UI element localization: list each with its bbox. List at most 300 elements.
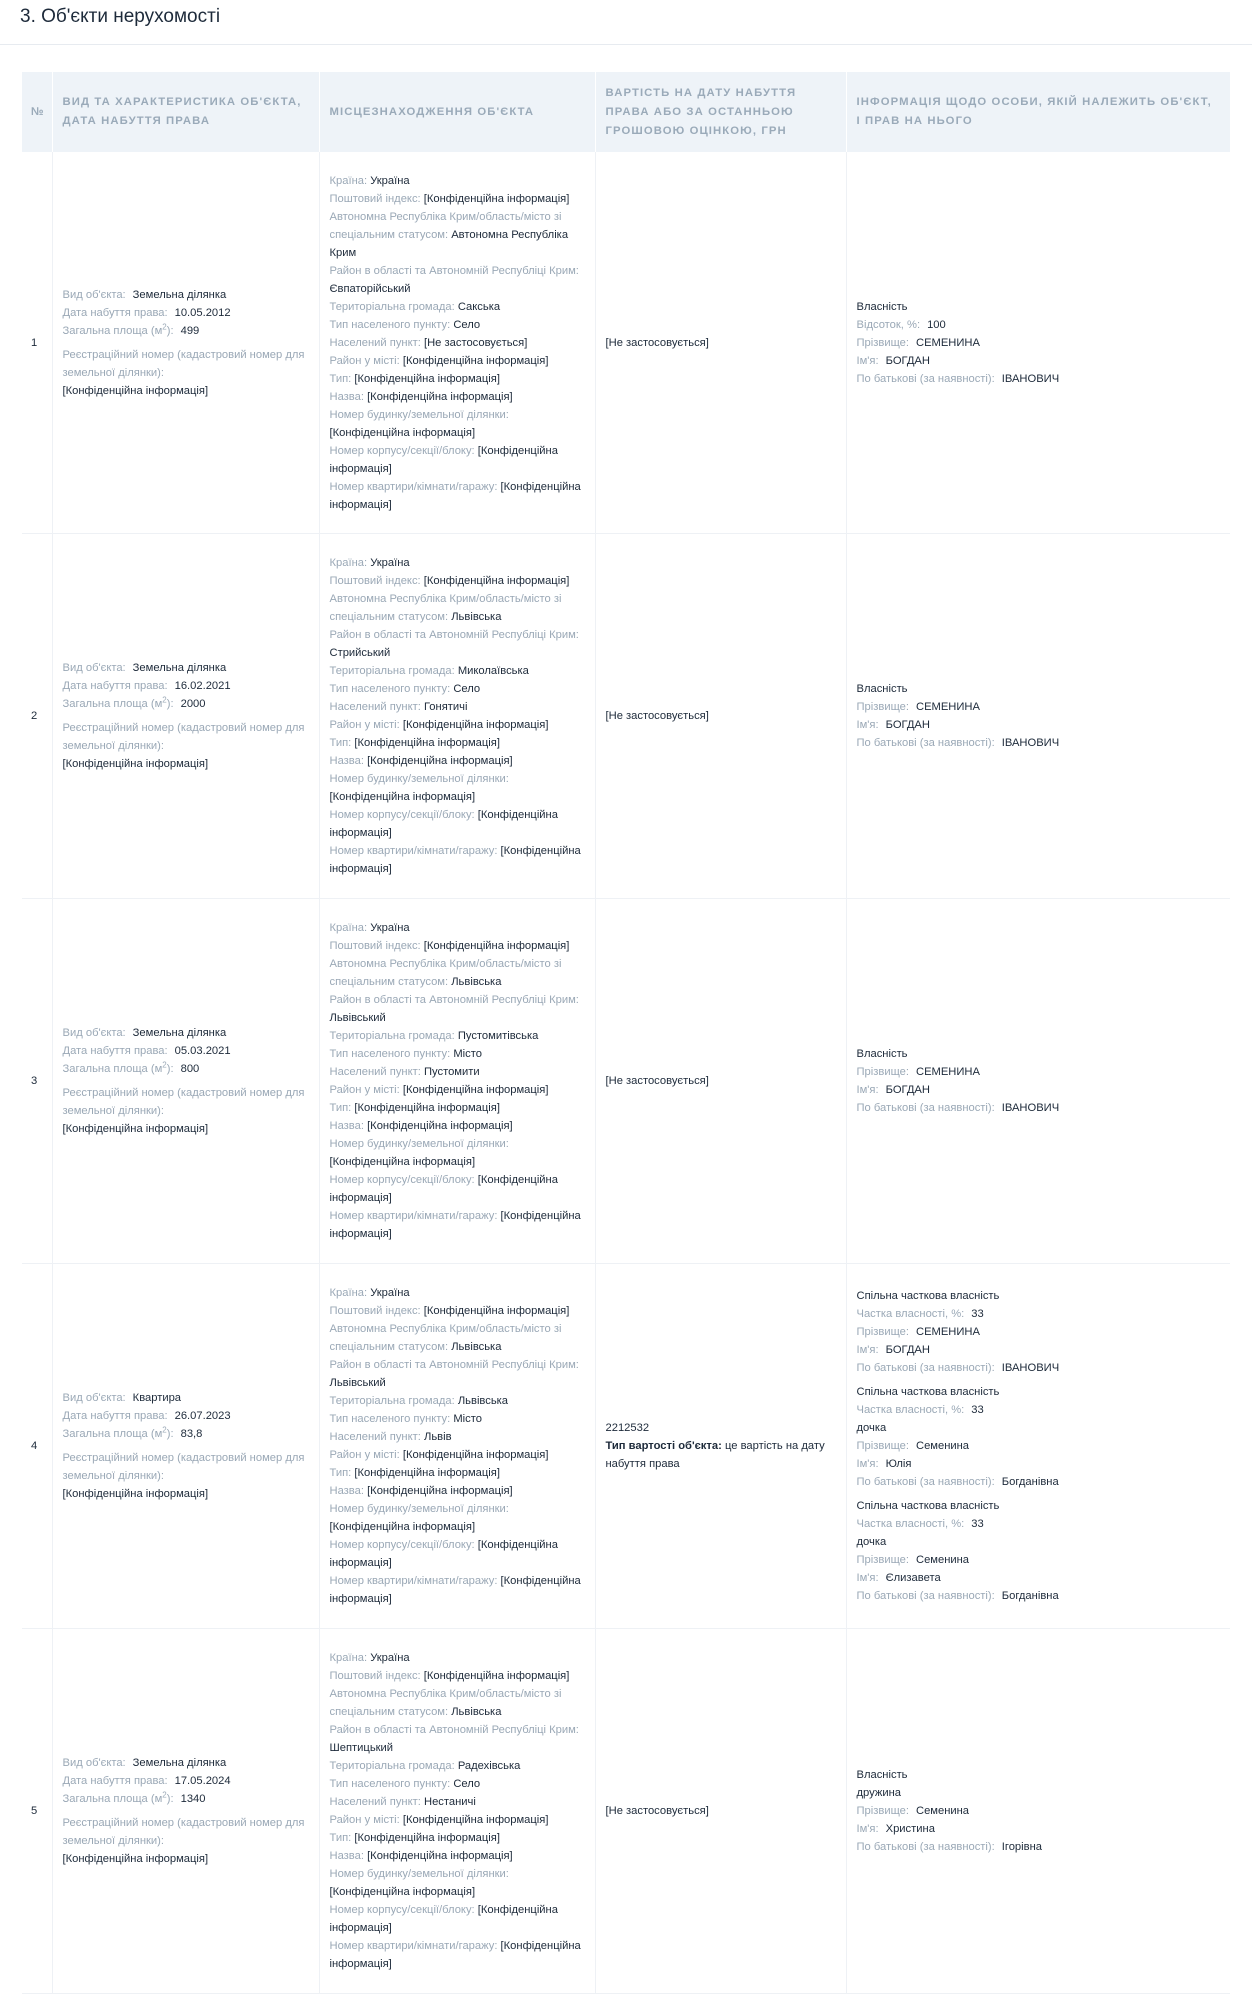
owner-surname-label: Прізвище: <box>856 1440 909 1452</box>
owner-patronymic-label: По батькові (за наявності): <box>856 1476 995 1488</box>
total-area-value: 83,8 <box>180 1428 203 1440</box>
location-postcode-value: [Конфіденційна інформація] <box>423 1670 570 1682</box>
location-house <box>330 773 509 803</box>
location-street-type-label: Тип: <box>329 1467 352 1479</box>
owner-name-value: Юлія <box>885 1458 912 1470</box>
location-settlement-label: Населений пункт: <box>329 1066 421 1078</box>
ownership-right: Спільна часткова власність <box>856 1386 1000 1398</box>
location-city-district <box>330 355 549 367</box>
location-house-value: [Конфіденційна інформація] <box>329 1886 476 1898</box>
row-number-value: 1 <box>31 336 38 349</box>
location-district-value: Львівський <box>329 1012 386 1024</box>
location-house <box>330 1503 509 1533</box>
location-district-label: Район в області та Автономній Республіці Крим: <box>329 994 579 1006</box>
location-community <box>330 301 501 313</box>
owner-patronymic-value: ІВАНОВИЧ <box>1001 1362 1060 1374</box>
ownership-share-label: Частка власності, %: <box>856 1308 965 1320</box>
registration-number <box>63 1814 309 1868</box>
location-autonomy <box>330 958 562 988</box>
location-street-name <box>330 1120 513 1132</box>
total-area-value: 1340 <box>180 1793 206 1805</box>
location-settlement-type-value: Місто <box>453 1413 482 1425</box>
location-postcode <box>330 575 570 587</box>
location-settlement-type-value: Село <box>453 1778 481 1790</box>
location-house-label: Номер будинку/земельної ділянки: <box>329 773 509 785</box>
ownership-share-value: 33 <box>971 1518 984 1530</box>
acquisition-date-value: 16.02.2021 <box>174 680 231 692</box>
owner-block <box>857 1766 1221 1856</box>
area-unit-sup: 2 <box>162 321 167 331</box>
owner-block <box>857 1287 1221 1377</box>
location-district-value: Стрийський <box>329 647 391 659</box>
location-street-type-value: [Конфіденційна інформація] <box>354 1102 500 1114</box>
registration-number-label: Реєстраційний номер (кадастровий номер для земельної ділянки): <box>62 1452 305 1482</box>
location-postcode <box>330 1670 570 1682</box>
acquisition-date-value: 10.05.2012 <box>174 306 231 319</box>
object-type-value: Земельна ділянка <box>132 662 227 674</box>
location-city-district-label: Район у місті: <box>329 1449 400 1461</box>
owner-surname-value: Семенина <box>915 1805 970 1817</box>
owner-name-value: БОГДАН <box>885 354 930 367</box>
col-header-number: № <box>22 72 52 152</box>
registration-number-value: [Конфіденційна інформація] <box>62 758 209 770</box>
acquisition-date-label: Дата набуття права: <box>62 1045 168 1057</box>
location-postcode-value: [Конфіденційна інформація] <box>423 940 570 952</box>
location-street-name-label: Назва: <box>329 1850 364 1862</box>
row-number <box>22 534 52 899</box>
location-apartment <box>330 845 581 875</box>
location-autonomy-value: Автономна Республіка Крим <box>329 228 569 259</box>
location-apartment-label: Номер квартири/кімнати/гаражу: <box>329 1940 498 1952</box>
ownership-share <box>857 1515 1221 1533</box>
location-community-label: Територіальна громада: <box>329 300 455 313</box>
ownership-right: Власність <box>856 1048 908 1060</box>
location-district-label: Район в області та Автономній Республіці Крим: <box>329 1359 579 1371</box>
registration-number <box>63 719 309 773</box>
location-apartment-value: [Конфіденційна інформація] <box>329 1575 581 1605</box>
owner-name <box>857 1341 1221 1359</box>
location-country <box>330 922 410 934</box>
location-settlement-type-label: Тип населеного пункту: <box>329 1778 451 1790</box>
location-postcode-label: Поштовий індекс: <box>329 575 421 587</box>
location-street-type-label: Тип: <box>329 372 352 385</box>
object-cell <box>52 1629 319 1994</box>
location-city-district-value: [Конфіденційна інформація] <box>402 354 549 367</box>
location-settlement-type-label: Тип населеного пункту: <box>329 318 451 331</box>
location-country-label: Країна: <box>329 1287 368 1299</box>
owner-surname-value: СЕМЕНИНА <box>915 1326 980 1338</box>
value-cell <box>595 899 846 1264</box>
location-house-label: Номер будинку/земельної ділянки: <box>329 1503 509 1515</box>
location-settlement-type <box>330 1778 481 1790</box>
owner-block <box>857 680 1221 752</box>
acquisition-date <box>63 677 309 695</box>
area-unit-sup: 2 <box>162 1060 167 1070</box>
location-apartment-label: Номер квартири/кімнати/гаражу: <box>329 845 498 857</box>
location-street-type <box>330 737 500 749</box>
location-settlement-type-label: Тип населеного пункту: <box>329 1048 451 1060</box>
location-settlement-label: Населений пункт: <box>329 336 421 349</box>
owner-relation: дочка <box>856 1422 887 1434</box>
location-building-value: [Конфіденційна інформація] <box>329 1539 558 1569</box>
owner-surname <box>857 1063 1221 1081</box>
row-number <box>22 152 52 534</box>
owner-cell <box>846 899 1230 1264</box>
object-type-label: Вид об'єкта: <box>62 1757 126 1769</box>
owner-cell <box>846 1629 1230 1994</box>
owner-surname <box>857 1551 1221 1569</box>
col-header-owner: ІНФОРМАЦІЯ ЩОДО ОСОБИ, ЯКІЙ НАЛЕЖИТЬ ОБ'ЄКТ, І ПРАВ НА НЬОГО <box>846 72 1230 152</box>
table-row <box>22 1264 1230 1629</box>
total-area-label-end: ): <box>166 1793 174 1805</box>
location-street-type-value: [Конфіденційна інформація] <box>354 1832 500 1844</box>
location-settlement-value: Львів <box>423 1431 452 1443</box>
ownership-right: Власність <box>856 1769 908 1781</box>
value-cell <box>595 152 846 534</box>
location-street-name-label: Назва: <box>329 1120 364 1132</box>
value-type <box>606 1437 836 1473</box>
location-city-district-label: Район у місті: <box>329 354 400 367</box>
owner-name-value: БОГДАН <box>885 1344 930 1356</box>
owner-surname-value: СЕМЕНИНА <box>915 1066 980 1078</box>
location-community-label: Територіальна громада: <box>329 1030 455 1042</box>
total-area <box>63 695 309 713</box>
location-autonomy <box>330 593 562 623</box>
location-city-district <box>330 1084 549 1096</box>
location-community <box>330 1760 521 1772</box>
location-house-value: [Конфіденційна інформація] <box>329 791 476 803</box>
row-number-value: 2 <box>31 710 38 722</box>
location-district-label: Район в області та Автономній Республіці Крим: <box>329 629 579 641</box>
registration-number-label: Реєстраційний номер (кадастровий номер для земельної ділянки): <box>62 722 305 752</box>
location-building-label: Номер корпусу/секції/блоку: <box>329 444 475 457</box>
owner-name-value: БОГДАН <box>885 1084 930 1096</box>
location-city-district-label: Район у місті: <box>329 1084 400 1096</box>
location-street-type-value: [Конфіденційна інформація] <box>354 737 500 749</box>
value-type-value: це вартість на дату набуття права <box>605 1440 825 1470</box>
location-autonomy <box>330 1323 562 1353</box>
table-header-row <box>22 72 1230 152</box>
owner-surname <box>857 698 1221 716</box>
owner-surname-value: Семенина <box>915 1440 970 1452</box>
location-country-label: Країна: <box>329 922 368 934</box>
location-settlement-type-value: Місто <box>453 1048 482 1060</box>
value-amount-value: 2212532 <box>605 1422 650 1434</box>
ownership-right: Спільна часткова власність <box>856 1500 1000 1512</box>
total-area-label: Загальна площа (м <box>62 1063 163 1075</box>
owner-patronymic-label: По батькові (за наявності): <box>856 1362 995 1374</box>
location-house <box>330 1868 509 1898</box>
location-district <box>330 1724 579 1754</box>
location-cell <box>319 534 595 899</box>
location-community-value: Пустомитівська <box>457 1030 539 1042</box>
location-autonomy-value: Львівська <box>451 976 502 988</box>
location-community-value: Львівська <box>457 1395 509 1407</box>
location-district-value: Шептицький <box>329 1742 394 1754</box>
location-street-type-label: Тип: <box>329 1102 352 1114</box>
object-type-label: Вид об'єкта: <box>62 662 126 674</box>
location-country-value: Україна <box>370 922 410 934</box>
owner-name-value: БОГДАН <box>885 719 930 731</box>
owner-surname-value: Семенина <box>915 1554 970 1566</box>
owner-patronymic <box>857 1838 1221 1856</box>
owner-patronymic-value: Богданівна <box>1001 1590 1059 1602</box>
owner-block <box>857 298 1221 388</box>
location-house-value: [Конфіденційна інформація] <box>329 1521 476 1533</box>
location-community <box>330 665 529 677</box>
total-area-label-end: ): <box>166 698 174 710</box>
acquisition-date <box>63 1407 309 1425</box>
owner-surname <box>857 1323 1221 1341</box>
object-type-value: Квартира <box>132 1392 182 1404</box>
location-street-name-label: Назва: <box>329 1485 364 1497</box>
location-building-value: [Конфіденційна інформація] <box>329 1904 558 1934</box>
owner-surname-label: Прізвище: <box>856 1066 909 1078</box>
location-settlement-type-value: Село <box>453 318 481 331</box>
location-country <box>330 1287 410 1299</box>
total-area-label: Загальна площа (м <box>62 1793 163 1805</box>
registration-number-value: [Конфіденційна інформація] <box>62 1853 209 1865</box>
location-community-label: Територіальна громада: <box>329 1760 455 1772</box>
object-type-value: Земельна ділянка <box>132 1027 227 1039</box>
location-apartment-value: [Конфіденційна інформація] <box>329 1940 581 1970</box>
location-settlement-type <box>330 683 481 695</box>
location-country-label: Країна: <box>329 174 368 187</box>
owner-surname-label: Прізвище: <box>856 1805 909 1817</box>
location-postcode <box>330 193 570 205</box>
location-settlement <box>330 337 528 349</box>
owner-patronymic-label: По батькові (за наявності): <box>856 1841 995 1853</box>
location-city-district-value: [Конфіденційна інформація] <box>402 1084 549 1096</box>
location-street-type-value: [Конфіденційна інформація] <box>354 372 500 385</box>
total-area-value: 2000 <box>180 698 206 710</box>
location-cell <box>319 899 595 1264</box>
location-settlement-value: [Не застосовується] <box>423 336 528 349</box>
location-apartment <box>330 481 581 511</box>
location-settlement-type-value: Село <box>453 683 481 695</box>
location-district-value: Львівський <box>329 1377 386 1389</box>
value-cell <box>595 1629 846 1994</box>
owner-block <box>857 1497 1221 1605</box>
col-header-location: МІСЦЕЗНАХОДЖЕННЯ ОБ'ЄКТА <box>319 72 595 152</box>
owner-name-label: Ім'я: <box>856 719 879 731</box>
location-district <box>330 629 579 659</box>
location-community-label: Територіальна громада: <box>329 1395 455 1407</box>
location-details <box>330 919 585 1243</box>
location-postcode <box>330 940 570 952</box>
owner-name <box>857 716 1221 734</box>
ownership-share-value: 33 <box>971 1308 984 1320</box>
row-number <box>22 1629 52 1994</box>
location-street-name <box>330 755 513 767</box>
location-country-value: Україна <box>370 1652 410 1664</box>
owner-patronymic-value: ІВАНОВИЧ <box>1001 737 1060 749</box>
owner-patronymic <box>857 1359 1221 1377</box>
location-autonomy-value: Львівська <box>451 1341 502 1353</box>
location-street-type-value: [Конфіденційна інформація] <box>354 1467 500 1479</box>
location-community <box>330 1395 509 1407</box>
table-row <box>22 152 1230 534</box>
area-unit-sup: 2 <box>162 1790 167 1800</box>
location-postcode-label: Поштовий індекс: <box>329 940 421 952</box>
ownership-right: Власність <box>856 683 908 695</box>
location-building <box>330 1539 558 1569</box>
location-street-name-value: [Конфіденційна інформація] <box>367 1120 513 1132</box>
owner-patronymic <box>857 1099 1221 1117</box>
owner-patronymic <box>857 734 1221 752</box>
location-cell <box>319 1264 595 1629</box>
location-city-district-label: Район у місті: <box>329 1814 400 1826</box>
location-details <box>330 554 585 878</box>
location-building-value: [Конфіденційна інформація] <box>329 809 558 839</box>
acquisition-date-value: 26.07.2023 <box>174 1410 231 1422</box>
location-settlement <box>330 1796 476 1808</box>
location-cell <box>319 152 595 534</box>
location-settlement-value: Гонятичі <box>423 701 468 713</box>
location-street-name-value: [Конфіденційна інформація] <box>367 1850 513 1862</box>
owner-surname-label: Прізвище: <box>856 1326 909 1338</box>
location-country-value: Україна <box>370 557 410 569</box>
location-city-district <box>330 1814 549 1826</box>
location-country-value: Україна <box>370 174 410 187</box>
table-row <box>22 1629 1230 1994</box>
owner-patronymic-value: ІВАНОВИЧ <box>1001 1102 1060 1114</box>
owner-relation: дружина <box>856 1787 901 1799</box>
location-postcode-value: [Конфіденційна інформація] <box>423 1305 570 1317</box>
total-area-label: Загальна площа (м <box>62 1428 163 1440</box>
owner-surname <box>857 1802 1221 1820</box>
registration-number <box>63 1084 309 1138</box>
registration-number <box>63 1449 309 1503</box>
object-type-label: Вид об'єкта: <box>62 288 126 301</box>
acquisition-date-value: 05.03.2021 <box>174 1045 231 1057</box>
location-apartment-label: Номер квартири/кімнати/гаражу: <box>329 1210 498 1222</box>
owner-name-label: Ім'я: <box>856 1458 879 1470</box>
owner-block <box>857 1383 1221 1491</box>
owner-surname <box>857 1437 1221 1455</box>
location-settlement-type <box>330 1048 482 1060</box>
location-community <box>330 1030 539 1042</box>
owner-name-label: Ім'я: <box>856 1344 879 1356</box>
location-district-label: Район в області та Автономній Республіці Крим: <box>329 264 579 277</box>
owner-patronymic-label: По батькові (за наявності): <box>856 1590 995 1602</box>
owner-cell <box>846 534 1230 899</box>
location-postcode-label: Поштовий індекс: <box>329 1305 421 1317</box>
location-building <box>330 1174 558 1204</box>
owner-cell <box>846 1264 1230 1629</box>
location-district-label: Район в області та Автономній Республіці Крим: <box>329 1724 579 1736</box>
location-street-name-value: [Конфіденційна інформація] <box>367 1485 513 1497</box>
owner-patronymic <box>857 1473 1221 1491</box>
value-not-applicable: [Не застосовується] <box>605 710 709 722</box>
object-type <box>63 1754 309 1772</box>
object-cell <box>52 534 319 899</box>
registration-number-value: [Конфіденційна інформація] <box>62 1123 209 1135</box>
location-settlement-type-label: Тип населеного пункту: <box>329 683 451 695</box>
location-settlement <box>330 701 468 713</box>
location-country <box>330 557 410 569</box>
location-details <box>330 172 585 514</box>
location-street-type <box>330 373 500 385</box>
location-building-label: Номер корпусу/секції/блоку: <box>329 1904 475 1916</box>
acquisition-date-value: 17.05.2024 <box>174 1775 231 1787</box>
object-cell <box>52 899 319 1264</box>
location-house <box>330 1138 509 1168</box>
value-cell <box>595 534 846 899</box>
location-apartment-value: [Конфіденційна інформація] <box>329 845 581 875</box>
acquisition-date <box>63 1772 309 1790</box>
location-street-name-value: [Конфіденційна інформація] <box>367 390 513 403</box>
location-building <box>330 809 558 839</box>
location-apartment <box>330 1940 581 1970</box>
total-area <box>63 1060 309 1078</box>
section-title: 3. Об'єкти нерухомості <box>20 6 221 27</box>
registration-number <box>63 346 309 400</box>
location-city-district <box>330 719 549 731</box>
location-street-type <box>330 1102 500 1114</box>
total-area-label: Загальна площа (м <box>62 698 163 710</box>
location-city-district-value: [Конфіденційна інформація] <box>402 719 549 731</box>
ownership-share-label: Частка власності, %: <box>856 1518 965 1530</box>
location-city-district-value: [Конфіденційна інформація] <box>402 1814 549 1826</box>
location-house-label: Номер будинку/земельної ділянки: <box>329 1868 509 1880</box>
value-not-applicable: [Не застосовується] <box>605 336 709 349</box>
registration-number-label: Реєстраційний номер (кадастровий номер для земельної ділянки): <box>62 1087 305 1117</box>
owner-patronymic-value: Богданівна <box>1001 1476 1059 1488</box>
total-area <box>63 322 309 340</box>
acquisition-date <box>63 1042 309 1060</box>
object-type-value: Земельна ділянка <box>132 1757 227 1769</box>
location-autonomy-label: Автономна Республіка Крим/область/місто зі спеціальним статусом: <box>329 958 562 988</box>
location-street-name-label: Назва: <box>329 390 364 403</box>
location-house-value: [Конфіденційна інформація] <box>329 1156 476 1168</box>
location-postcode-label: Поштовий індекс: <box>329 192 421 205</box>
location-settlement-type-label: Тип населеного пункту: <box>329 1413 451 1425</box>
owner-relation: дочка <box>856 1536 887 1548</box>
ownership-right: Спільна часткова власність <box>856 1290 1000 1302</box>
object-type <box>63 286 309 304</box>
owner-patronymic-label: По батькові (за наявності): <box>856 737 995 749</box>
location-country-label: Країна: <box>329 1652 368 1664</box>
location-building <box>330 445 558 475</box>
owner-surname-value: СЕМЕНИНА <box>915 336 980 349</box>
owner-name-label: Ім'я: <box>856 1823 879 1835</box>
location-settlement <box>330 1431 452 1443</box>
location-postcode-value: [Конфіденційна інформація] <box>423 192 570 205</box>
location-country-label: Країна: <box>329 557 368 569</box>
owner-name <box>857 1455 1221 1473</box>
object-cell <box>52 152 319 534</box>
acquisition-date-label: Дата набуття права: <box>62 1775 168 1787</box>
location-building-label: Номер корпусу/секції/блоку: <box>329 1539 475 1551</box>
registration-number-value: [Конфіденційна інформація] <box>62 1488 209 1500</box>
col-header-value: ВАРТІСТЬ НА ДАТУ НАБУТТЯ ПРАВА АБО ЗА ОСТАННЬОЮ ГРОШОВОЮ ОЦІНКОЮ, ГРН <box>595 72 846 152</box>
owner-name <box>857 352 1221 370</box>
location-autonomy-label: Автономна Республіка Крим/область/місто зі спеціальним статусом: <box>329 1688 562 1718</box>
owner-name <box>857 1820 1221 1838</box>
location-street-name <box>330 391 513 403</box>
location-country <box>330 1652 410 1664</box>
location-street-type-label: Тип: <box>329 737 352 749</box>
location-cell <box>319 1629 595 1994</box>
location-community-value: Миколаївська <box>457 665 529 677</box>
location-street-type-label: Тип: <box>329 1832 352 1844</box>
real-estate-table <box>22 72 1231 1994</box>
location-settlement-label: Населений пункт: <box>329 1431 421 1443</box>
object-type <box>63 1024 309 1042</box>
owner-name-value: Єлизавета <box>885 1572 941 1584</box>
location-building <box>330 1904 558 1934</box>
